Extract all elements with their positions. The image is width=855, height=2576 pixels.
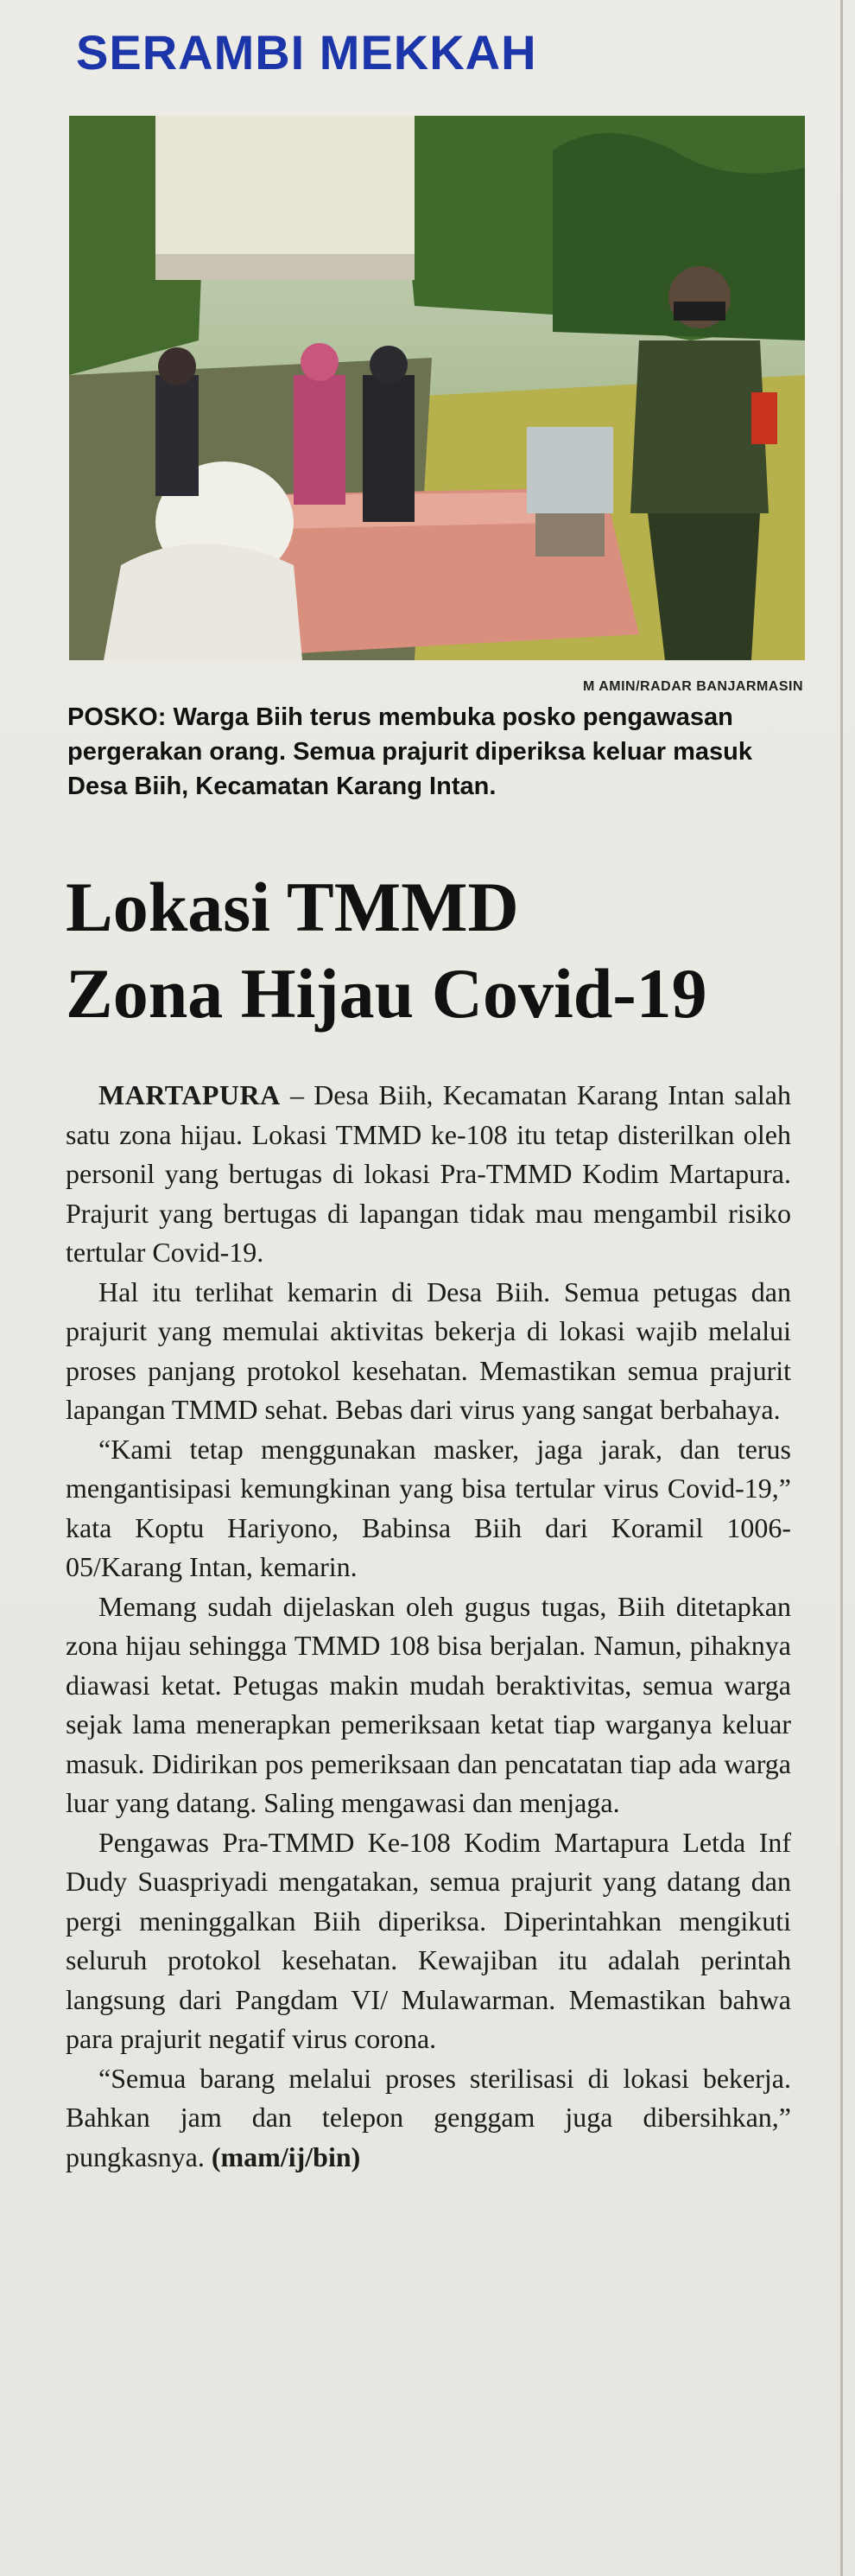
column-divider xyxy=(840,0,843,2576)
paragraph-6 xyxy=(66,2059,791,2178)
photo-illustration xyxy=(69,116,805,660)
paragraph-5: Pengawas Pra-TMMD Ke-108 Kodim Martapura Letda Inf Dudy Suaspriyadi mengatakan, semua prajurit yang datang dan pergi meninggalkan Biih diperiksa. Diperintahkan mengikuti seluruh protokol kesehatan. Kewajiban itu adalah perintah langsung dari Pangdam VI/ Mulawarman. Memastikan bahwa para prajurit negatif virus corona. xyxy=(66,1826,791,2054)
headline-line-1: Lokasi TMMD xyxy=(66,868,519,946)
paragraph-4: Memang sudah dijelaskan oleh gugus tugas, Biih ditetapkan zona hijau sehingga TMMD 108 bisa berjalan. Namun, pihaknya diawasi ketat. Petugas makin mudah beraktivitas, semua warga sejak lama menerapkan pemeriksaan ketat tiap warganya keluar masuk. Didirikan pos pemeriksaan dan pencatatan tiap ada warga luar yang datang. Saling mengawasi dan menjaga. xyxy=(66,1590,791,1818)
author-signoff: (mam/ij/bin) xyxy=(211,2140,361,2172)
headline-line-2: Zona Hijau Covid-19 xyxy=(66,954,707,1033)
paragraph-1 xyxy=(66,1076,791,1273)
caption-label: POSKO: xyxy=(67,703,167,731)
article-body xyxy=(66,1076,791,2177)
news-photo xyxy=(69,116,805,660)
caption-text: Warga Biih terus membuka posko pengawasan pergerakan orang. Semua prajurit diperiksa keluar masuk Desa Biih, Kecamatan Karang Intan. xyxy=(67,703,752,800)
paragraph-2: Hal itu terlihat kemarin di Desa Biih. Semua petugas dan prajurit yang memulai aktivitas bekerja di lokasi wajib melalui proses panjang protokol kesehatan. Memastikan semua prajurit lapangan TMMD sehat. Bebas dari virus yang sangat berbahaya. xyxy=(66,1275,791,1425)
dateline: MARTAPURA xyxy=(98,1079,281,1110)
section-rubric: SERAMBI MEKKAH xyxy=(76,25,537,80)
paragraph-1-text: – Desa Biih, Kecamatan Karang Intan salah satu zona hijau. Lokasi TMMD ke-108 itu tetap disterilkan oleh personil yang bertugas di lokasi Pra-TMMD Kodim Martapura. Prajurit yang bertugas di lapangan tidak mau mengambil risiko tertular Covid-19. xyxy=(66,1079,791,1268)
photo-caption xyxy=(67,700,810,804)
paragraph-6-text: “Semua barang melalui proses sterilisasi di lokasi bekerja. Bahkan jam dan telepon genggam juga dibersihkan,” pungkasnya. xyxy=(66,2062,791,2172)
paragraph-3: “Kami tetap menggunakan masker, jaga jarak, dan terus mengantisipasi kemungkinan yang bisa tertular virus Covid-19,” kata Koptu Hariyono, Babinsa Biih dari Koramil 1006-05/Karang Intan, kemarin. xyxy=(66,1433,791,1582)
photo-credit: M AMIN/RADAR BANJARMASIN xyxy=(583,679,803,694)
article-headline xyxy=(66,864,826,1037)
